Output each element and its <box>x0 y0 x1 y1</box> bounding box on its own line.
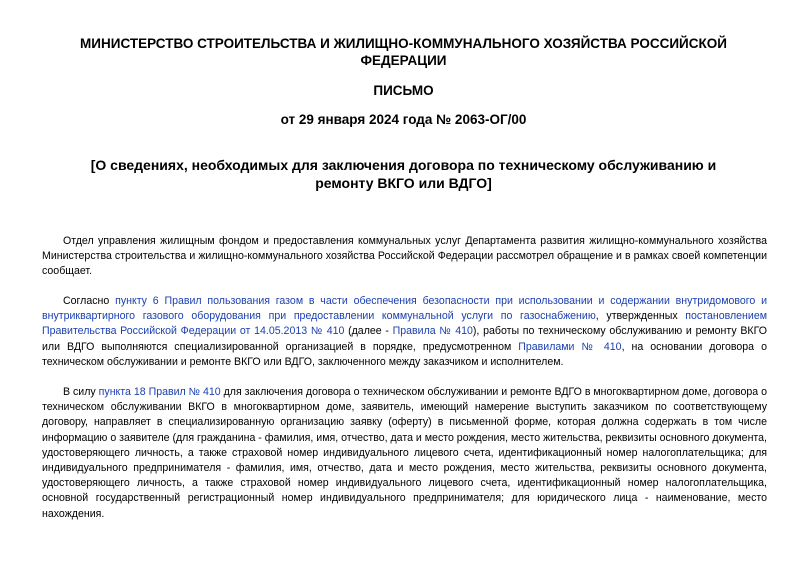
paragraph-text: В силу <box>63 386 99 398</box>
document-subject: [О сведениях, необходимых для заключения договора по техническому обслуживанию и ремонту ВКГО или ВДГО] <box>90 157 717 191</box>
paragraph-rules <box>42 294 767 370</box>
paragraph-text: Согласно <box>63 295 116 307</box>
paragraph-text: (далее - <box>344 325 393 338</box>
paragraph-text: для заключения договора о техническом обслуживании и ремонте ВДГО в многоквартирном доме, договора о техническом обслуживании ВКГО в многоквартирном доме, заявитель, имеющий намерение выступить заказчиком по соответствующему договору, направляет в специализированную организацию заявку (оферту) в письменной форме, которая должна содержать в том числе информацию о заявителе (для гражданина - фамилия, имя, отчество, дата и место рождения, место жительства, реквизиты основного документа, удостоверяющего личность, а также страховой номер индивидуального лицевого счета, идентификационный номер налогоплательщика; для индивидуального предпринимателя - фамилия, имя, отчество, дата и место рождения, место жительства, реквизиты основного документа, удостоверяющего личность, а также страховой номер индивидуального лицевого счета, идентификационный номер налогоплательщика, основной государственный регистрационный номер индивидуального предпринимателя; для юридического лица - наименование, место нахождения. <box>42 386 768 520</box>
paragraph-intro: Отдел управления жилищным фондом и предоставления коммунальных услуг Департамента развития жилищно-коммунального хозяйства Министерства строительства и жилищно-коммунального хозяйства Российской Федерации рассмотрел обращение и в рамках своей компетенции сообщает. <box>42 235 767 278</box>
link-rules-410-second[interactable]: Правилами № 410 <box>518 340 622 353</box>
document-type: ПИСЬМО <box>373 83 434 98</box>
paragraph-application-requirements <box>42 385 767 522</box>
link-rules-clause-6[interactable]: пункту 6 Правил пользования газом в части обеспечения безопасности при использовании и содержании внутридомового и внутриквартирного газового оборудования при предоставлении коммунальной услуги по газоснабжению <box>42 295 767 323</box>
link-rules-clause-18[interactable]: пункта 18 Правил № 410 <box>98 386 221 398</box>
paragraph-text: , на основании договора о техническом обслуживании и ремонте ВКГО или ВДГО, заключенного между заказчиком и исполнителем. <box>42 340 767 368</box>
paragraph-text: , утвержденных <box>595 310 686 323</box>
link-rules-410[interactable]: Правила № 410 <box>392 325 473 338</box>
ministry-heading: МИНИСТЕРСТВО СТРОИТЕЛЬСТВА И ЖИЛИЩНО-КОММУНАЛЬНОГО ХОЗЯЙСТВА РОССИЙСКОЙ ФЕДЕРАЦИИ <box>80 36 727 68</box>
link-government-resolution[interactable]: постановлением Правительства Российской Федерации от 14.05.2013 № 410 <box>42 310 767 338</box>
paragraph-text: ), работы по техническому обслуживанию и ремонту ВКГО или ВДГО выполняются специализированной организацией в порядке, предусмотренном <box>42 325 767 353</box>
document-date-number: от 29 января 2024 года № 2063-ОГ/00 <box>280 112 527 127</box>
